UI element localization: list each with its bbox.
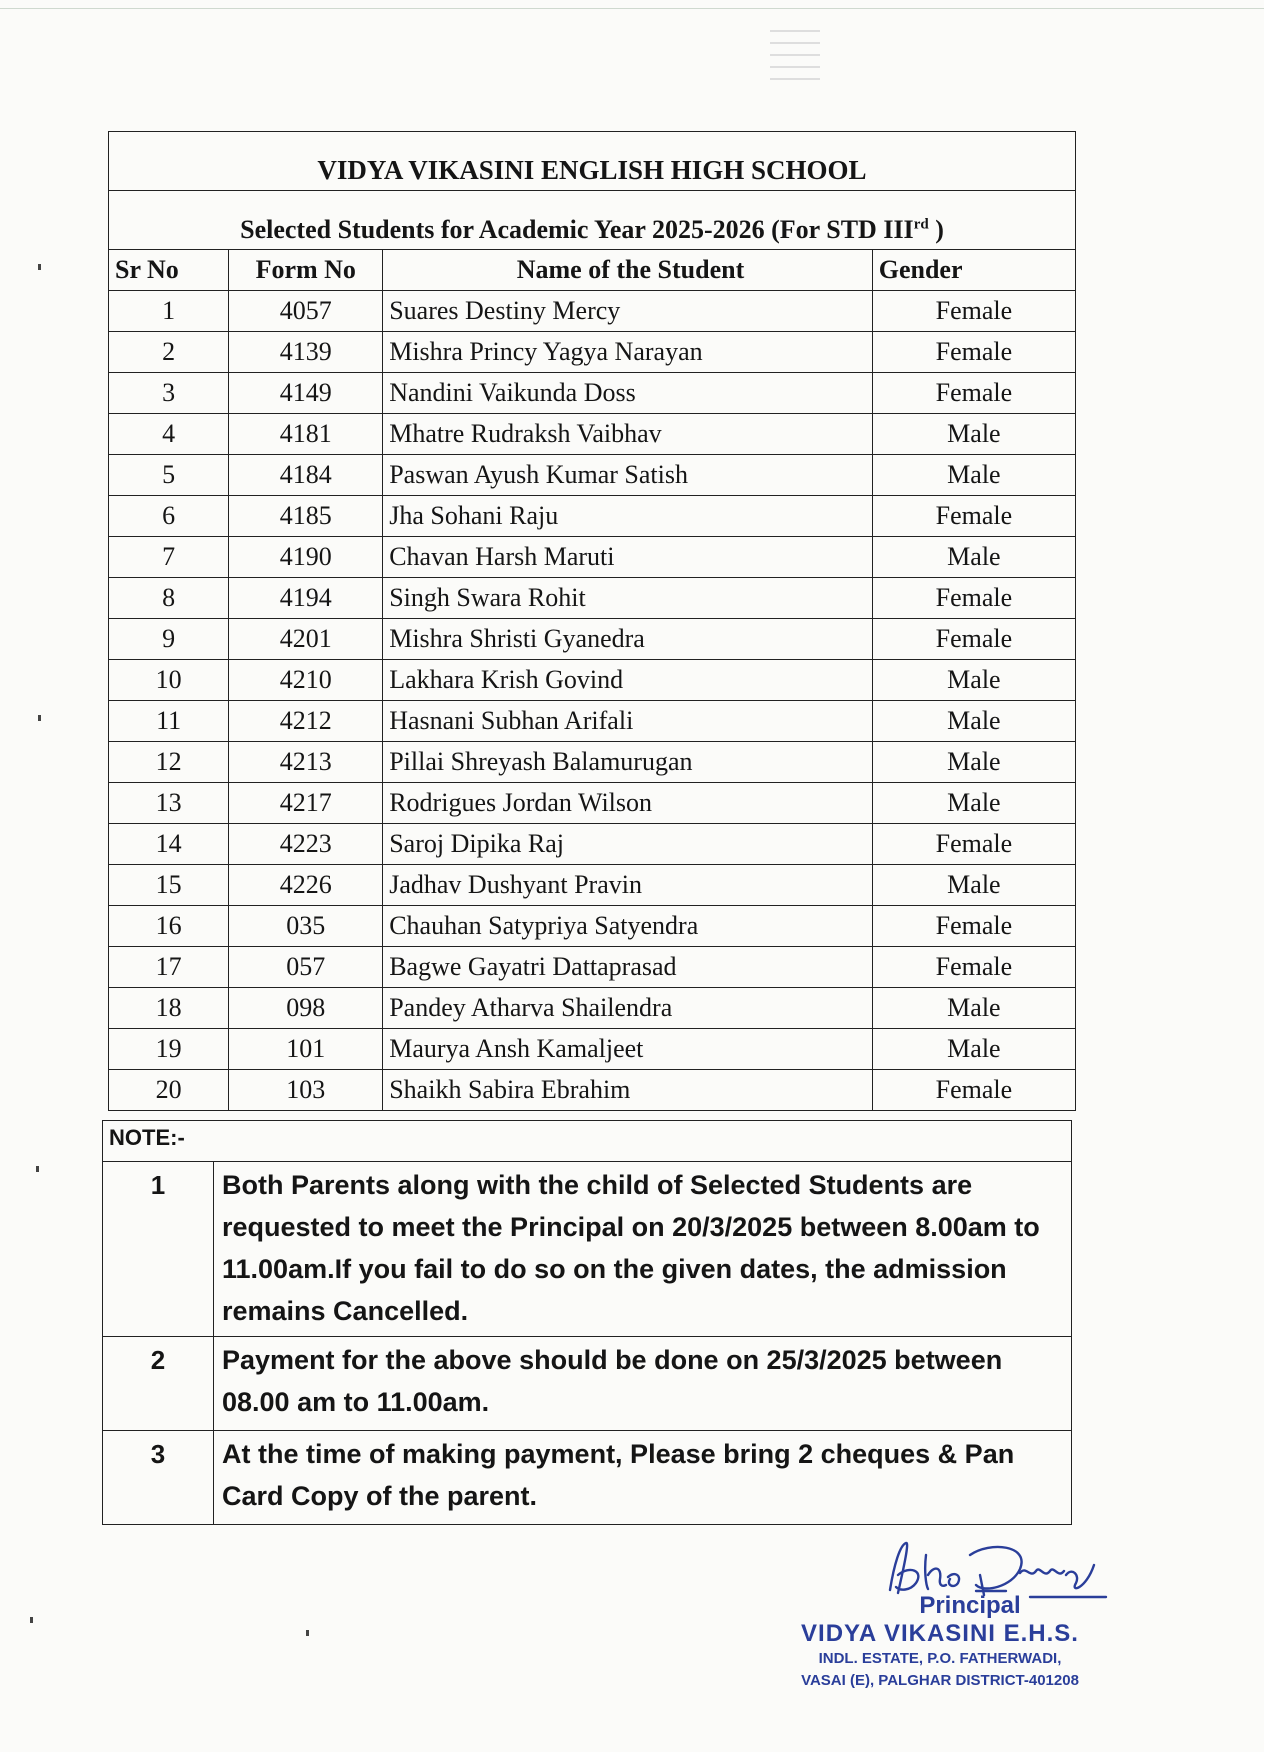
student-name-cell: Rodrigues Jordan Wilson	[383, 783, 873, 824]
form-no-cell: 4185	[229, 496, 383, 537]
table-row	[109, 1070, 1076, 1111]
gender-cell: Female	[872, 578, 1075, 619]
student-name-cell: Suares Destiny Mercy	[383, 291, 873, 332]
school-name: VIDYA VIKASINI ENGLISH HIGH SCHOOL	[109, 132, 1076, 191]
scan-speck	[36, 1166, 39, 1172]
note-text: Payment for the above should be done on 25/3/2025 between 08.00 am to 11.00am.	[214, 1337, 1072, 1431]
table-row	[109, 1029, 1076, 1070]
scan-speck	[38, 715, 41, 721]
student-name-cell: Mishra Shristi Gyanedra	[383, 619, 873, 660]
sr-no-cell: 2	[109, 332, 229, 373]
form-no-cell: 4226	[229, 865, 383, 906]
faint-scan-marks	[770, 20, 820, 140]
gender-cell: Male	[872, 783, 1075, 824]
student-name-cell: Chauhan Satypriya Satyendra	[383, 906, 873, 947]
gender-cell: Female	[872, 332, 1075, 373]
gender-cell: Male	[872, 701, 1075, 742]
table-row	[109, 701, 1076, 742]
sr-no-cell: 1	[109, 291, 229, 332]
gender-cell: Male	[872, 455, 1075, 496]
student-name-cell: Singh Swara Rohit	[383, 578, 873, 619]
gender-cell: Female	[872, 373, 1075, 414]
note-item	[103, 1162, 1072, 1337]
form-no-cell: 4139	[229, 332, 383, 373]
sr-no-cell: 20	[109, 1070, 229, 1111]
sr-no-cell: 18	[109, 988, 229, 1029]
gender-cell: Male	[872, 537, 1075, 578]
student-name-cell: Bagwe Gayatri Dattaprasad	[383, 947, 873, 988]
table-row	[109, 455, 1076, 496]
form-no-cell: 4223	[229, 824, 383, 865]
student-name-cell: Maurya Ansh Kamaljeet	[383, 1029, 873, 1070]
form-no-cell: 4210	[229, 660, 383, 701]
student-name-cell: Lakhara Krish Govind	[383, 660, 873, 701]
student-name-cell: Hasnani Subhan Arifali	[383, 701, 873, 742]
form-no-cell: 4057	[229, 291, 383, 332]
form-no-cell: 101	[229, 1029, 383, 1070]
subtitle-main: Selected Students for Academic Year 2025-2026 (For STD III	[240, 215, 914, 244]
student-name-cell: Mishra Princy Yagya Narayan	[383, 332, 873, 373]
table-row	[109, 619, 1076, 660]
table-row	[109, 906, 1076, 947]
gender-cell: Female	[872, 947, 1075, 988]
subtitle-end: )	[928, 215, 944, 244]
gender-cell: Female	[872, 824, 1075, 865]
stamp-address-line2: VASAI (E), PALGHAR DISTRICT-401208	[801, 1672, 1079, 1689]
form-no-cell: 4149	[229, 373, 383, 414]
student-name-cell: Jadhav Dushyant Pravin	[383, 865, 873, 906]
scan-top-edge	[0, 8, 1264, 9]
sr-no-cell: 19	[109, 1029, 229, 1070]
student-name-cell: Chavan Harsh Maruti	[383, 537, 873, 578]
student-name-cell: Jha Sohani Raju	[383, 496, 873, 537]
gender-cell: Female	[872, 1070, 1075, 1111]
student-name-cell: Nandini Vaikunda Doss	[383, 373, 873, 414]
sr-no-cell: 4	[109, 414, 229, 455]
note-table	[102, 1120, 1072, 1525]
sr-no-cell: 16	[109, 906, 229, 947]
table-row	[109, 496, 1076, 537]
table-row	[109, 947, 1076, 988]
sr-no-cell: 11	[109, 701, 229, 742]
gender-cell: Male	[872, 1029, 1075, 1070]
form-no-cell: 4212	[229, 701, 383, 742]
note-number: 1	[103, 1162, 214, 1337]
sr-no-cell: 5	[109, 455, 229, 496]
col-form-no: Form No	[229, 250, 383, 291]
table-row	[109, 824, 1076, 865]
sr-no-cell: 13	[109, 783, 229, 824]
table-row	[109, 291, 1076, 332]
gender-cell: Male	[872, 865, 1075, 906]
form-no-cell: 4213	[229, 742, 383, 783]
gender-cell: Male	[872, 414, 1075, 455]
student-name-cell: Mhatre Rudraksh Vaibhav	[383, 414, 873, 455]
sr-no-cell: 3	[109, 373, 229, 414]
subtitle-superscript: rd	[913, 216, 929, 233]
stamp-title: Principal	[919, 1592, 1021, 1619]
gender-cell: Male	[872, 742, 1075, 783]
student-rows	[109, 291, 1076, 1111]
selected-students-table	[108, 131, 1076, 1111]
table-row	[109, 578, 1076, 619]
col-sr-no: Sr No	[109, 250, 229, 291]
gender-cell: Female	[872, 619, 1075, 660]
sr-no-cell: 9	[109, 619, 229, 660]
note-number: 3	[103, 1431, 214, 1525]
note-item	[103, 1431, 1072, 1525]
student-name-cell: Saroj Dipika Raj	[383, 824, 873, 865]
sr-no-cell: 8	[109, 578, 229, 619]
table-row	[109, 865, 1076, 906]
table-subtitle	[109, 191, 1076, 250]
student-name-cell: Pandey Atharva Shailendra	[383, 988, 873, 1029]
table-row	[109, 988, 1076, 1029]
scan-speck	[306, 1630, 309, 1636]
form-no-cell: 4190	[229, 537, 383, 578]
form-no-cell: 4181	[229, 414, 383, 455]
column-header-row	[109, 250, 1076, 291]
form-no-cell: 4194	[229, 578, 383, 619]
table-row	[109, 332, 1076, 373]
form-no-cell: 4201	[229, 619, 383, 660]
student-name-cell: Paswan Ayush Kumar Satish	[383, 455, 873, 496]
gender-cell: Female	[872, 906, 1075, 947]
note-item	[103, 1337, 1072, 1431]
form-no-cell: 103	[229, 1070, 383, 1111]
note-text: At the time of making payment, Please bring 2 cheques & Pan Card Copy of the parent.	[214, 1431, 1072, 1525]
table-row	[109, 742, 1076, 783]
col-student-name: Name of the Student	[383, 250, 873, 291]
scan-speck	[38, 264, 41, 270]
stamp-address-line1: INDL. ESTATE, P.O. FATHERWADI,	[818, 1650, 1062, 1667]
col-gender: Gender	[872, 250, 1075, 291]
table-row	[109, 373, 1076, 414]
sr-no-cell: 14	[109, 824, 229, 865]
gender-cell: Female	[872, 496, 1075, 537]
table-row	[109, 783, 1076, 824]
sr-no-cell: 7	[109, 537, 229, 578]
form-no-cell: 057	[229, 947, 383, 988]
sr-no-cell: 6	[109, 496, 229, 537]
table-row	[109, 660, 1076, 701]
gender-cell: Male	[872, 660, 1075, 701]
scan-speck	[30, 1617, 33, 1623]
form-no-cell: 4184	[229, 455, 383, 496]
gender-cell: Female	[872, 291, 1075, 332]
sr-no-cell: 10	[109, 660, 229, 701]
form-no-cell: 035	[229, 906, 383, 947]
sr-no-cell: 17	[109, 947, 229, 988]
form-no-cell: 4217	[229, 783, 383, 824]
gender-cell: Male	[872, 988, 1075, 1029]
principal-stamp	[770, 1592, 1110, 1692]
student-name-cell: Shaikh Sabira Ebrahim	[383, 1070, 873, 1111]
sr-no-cell: 15	[109, 865, 229, 906]
note-number: 2	[103, 1337, 214, 1431]
note-heading: NOTE:-	[103, 1121, 1072, 1162]
table-row	[109, 414, 1076, 455]
student-name-cell: Pillai Shreyash Balamurugan	[383, 742, 873, 783]
note-text: Both Parents along with the child of Selected Students are requested to meet the Principal on 20/3/2025 between 8.00am to 11.00am.If you fail to do so on the given dates, the admission remains Cancelled.	[214, 1162, 1072, 1337]
stamp-school: VIDYA VIKASINI E.H.S.	[801, 1620, 1079, 1647]
sr-no-cell: 12	[109, 742, 229, 783]
table-row	[109, 537, 1076, 578]
form-no-cell: 098	[229, 988, 383, 1029]
